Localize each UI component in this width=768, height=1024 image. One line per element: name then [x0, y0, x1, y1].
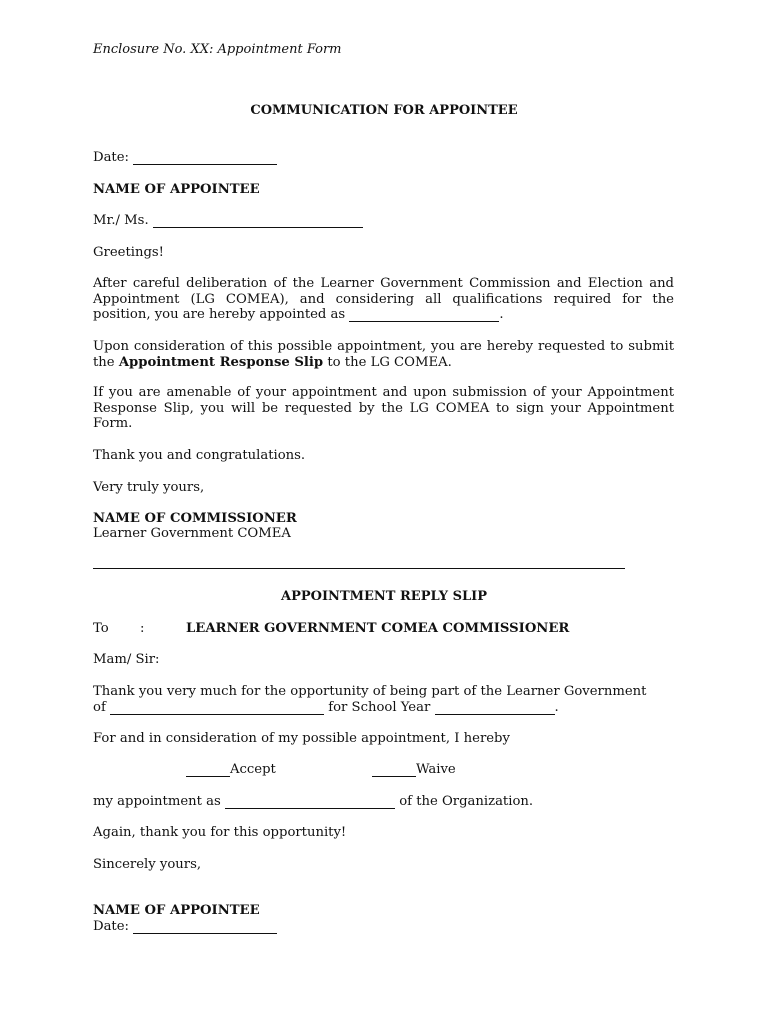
appointee-name-line [93, 213, 363, 229]
closing-line: Very truly yours, [93, 480, 205, 495]
appointment-as-line [93, 794, 533, 810]
request-paragraph-after: to the LG COMEA. [327, 354, 452, 370]
appointment-position-field[interactable] [225, 795, 395, 809]
government-of-field[interactable] [110, 701, 324, 715]
commissioner-heading: NAME OF COMMISSIONER [93, 511, 297, 526]
communication-title: COMMUNICATION FOR APPOINTEE [250, 103, 518, 118]
thank-opportunity-line: Thank you very much for the opportunity of being part of the Learner Government [93, 684, 647, 699]
accept-option [186, 762, 276, 777]
reply-date-field[interactable] [133, 920, 277, 934]
school-year-label: for School Year [328, 700, 431, 715]
amenable-paragraph: If you are amenable of your appointment and upon submission of your Appointment Response Slip, you will be requested by the LG COMEA to sign your Appointment Form. [93, 385, 674, 432]
reply-date-line [93, 919, 277, 935]
reply-date-label: Date: [93, 919, 129, 934]
consideration-line: For and in consideration of my possible appointment, I hereby [93, 731, 510, 746]
accept-mark-field[interactable] [186, 763, 230, 777]
of-label: of [93, 700, 106, 715]
to-recipient: LEARNER GOVERNMENT COMEA COMMISSIONER [186, 621, 570, 636]
enclosure-label: Enclosure No. XX: Appointment Form [93, 42, 342, 57]
school-year-field[interactable] [435, 701, 555, 715]
greeting: Greetings! [93, 245, 164, 260]
to-label: To [93, 621, 109, 636]
appointment-paragraph-end: . [499, 307, 504, 323]
school-year-end: . [554, 700, 559, 715]
cut-line-divider [93, 568, 625, 569]
appointee-name-field[interactable] [153, 214, 363, 228]
waive-option [372, 762, 456, 777]
commissioner-org: Learner Government COMEA [93, 526, 291, 541]
sincerely-line: Sincerely yours, [93, 857, 202, 872]
waive-label: Waive [416, 762, 456, 777]
thanks-line: Thank you and congratulations. [93, 448, 306, 463]
appointment-paragraph-text: After careful deliberation of the Learner Government Commission and Election and Appointment (LG COMEA), and considering all qualifications required for the position, you are hereby appointed as [93, 276, 674, 323]
accept-label: Accept [230, 762, 276, 777]
date-label: Date: [93, 150, 129, 165]
waive-mark-field[interactable] [372, 763, 416, 777]
appointment-paragraph [93, 276, 674, 323]
appointed-position-field[interactable] [349, 308, 499, 322]
response-slip-emphasis: Appointment Response Slip [118, 354, 324, 370]
again-thanks-line: Again, thank you for this opportunity! [93, 825, 347, 840]
appointment-as-label: my appointment as [93, 794, 221, 809]
reply-salutation: Mam/ Sir: [93, 652, 160, 667]
government-of-line [93, 700, 559, 716]
date-field[interactable] [133, 151, 277, 165]
date-line [93, 150, 277, 166]
request-paragraph [93, 339, 674, 370]
reply-appointee-heading: NAME OF APPOINTEE [93, 903, 260, 918]
request-paragraph-before: Upon consideration of this possible appointment, you are hereby requested to submit the [93, 339, 674, 370]
organization-label: of the Organization. [399, 794, 534, 809]
appointee-heading: NAME OF APPOINTEE [93, 182, 260, 197]
to-colon: : [140, 621, 145, 636]
salutation-label: Mr./ Ms. [93, 213, 149, 228]
reply-slip-title: APPOINTMENT REPLY SLIP [281, 589, 487, 604]
